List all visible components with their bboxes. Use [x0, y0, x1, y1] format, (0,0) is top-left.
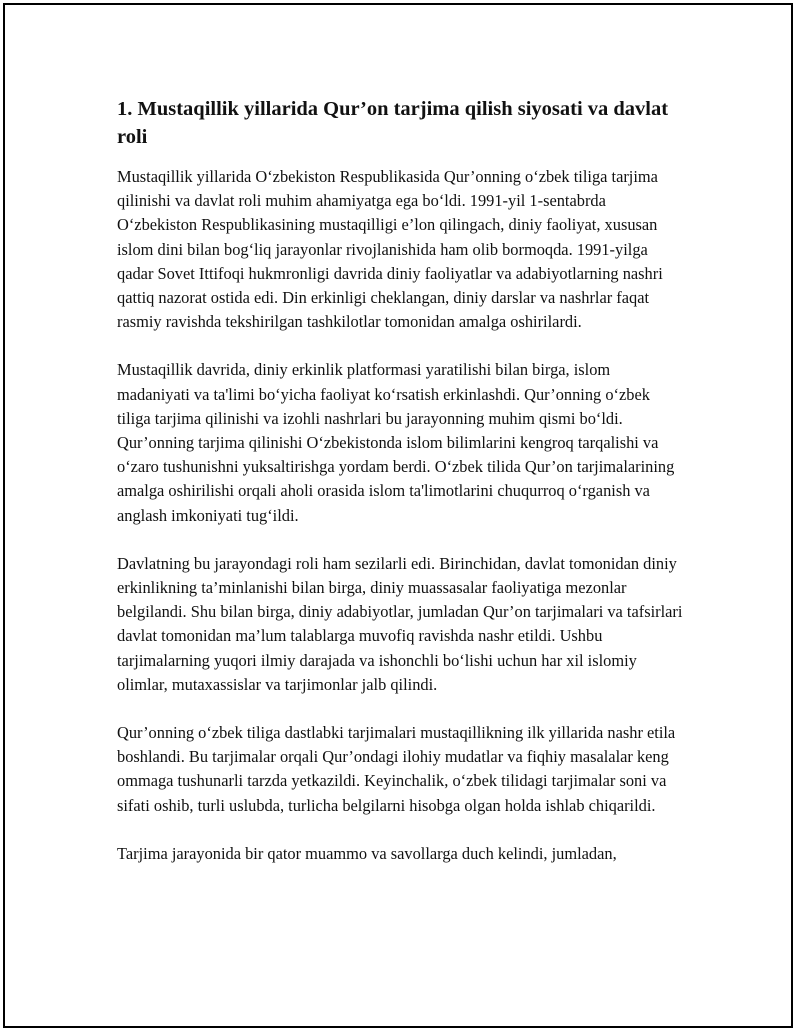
paragraph-1: Mustaqillik yillarida O‘zbekiston Respublikasida Qur’onning o‘zbek tiliga tarjima qilinishi va davlat roli muhim ahamiyatga ega bo‘ldi. 1991-yil 1-sentabrda O‘zbekiston Respublikasining mustaqilligi e’lon qilingach, diniy faoliyat, xususan islom dini bilan bog‘liq jarayonlar rivojlanishida ham olib bormoqda. 1991-yilga qadar Sovet Ittifoqi hukmronligi davrida diniy faoliyatlar va adabiyotlarning nashri qattiq nazorat ostida edi. Din erkinligi cheklangan, diniy darslar va nashrlar faqat rasmiy ravishda tekshirilgan tashkilotlar tomonidan amalga oshirilardi. [117, 167, 663, 332]
paragraph-5: Tarjima jarayonida bir qator muammo va savollarga duch kelindi, jumladan, [117, 843, 617, 863]
paragraph-4: Qur’onning o‘zbek tiliga dastlabki tarjimalari mustaqillikning ilk yillarida nashr etila boshlandi. Bu tarjimalar orqali Qur’ondagi ilohiy mudatlar va fiqhiy masalalar keng ommaga tushunarli tarzda yetkazildi. Keyinchalik, o‘zbek tilidagi tarjimalar soni va sifati oshib, turli uslubda, turlicha belgilarni hisobga olgan holda ishlab chiqarildi. [117, 723, 676, 815]
section-heading: 1. Mustaqillik yillarida Qur’on tarjima qilish siyosati va davlat roli [117, 98, 669, 148]
document-body [117, 95, 687, 890]
paragraph-2: Mustaqillik davrida, diniy erkinlik platformasi yaratilishi bilan birga, islom madaniyati va ta'limi bo‘yicha faoliyat ko‘rsatish erkinlashdi. Qur’onning o‘zbek tiliga tarjima qilinishi va izohli nashrlari bu jarayonning muhim qismi bo‘ldi. Qur’onning tarjima qilinishi O‘zbekistonda islom bilimlarini kengroq tarqalishi va o‘zaro tushunishni yuksaltirishga yordam berdi. O‘zbek tilida Qur’on tarjimalarining amalga oshirilishi orqali aholi orasida islom ta'limotlarini chuqurroq o‘rganish va anglash imkoniyati tug‘ildi. [117, 360, 675, 525]
paragraph-3: Davlatning bu jarayondagi roli ham sezilarli edi. Birinchidan, davlat tomonidan diniy erkinlikning ta’minlanishi bilan birga, diniy muassasalar faoliyatiga mezonlar belgilandi. Shu bilan birga, diniy adabiyotlar, jumladan Qur’on tarjimalari va tafsirlari davlat tomonidan ma’lum talablarga muvofiq ravishda nashr etildi. Ushbu tarjimalarning yuqori ilmiy darajada va ishonchli bo‘lishi uchun har xil islomiy olimlar, mutaxassislar va tarjimonlar jalb qilindi. [117, 553, 683, 694]
